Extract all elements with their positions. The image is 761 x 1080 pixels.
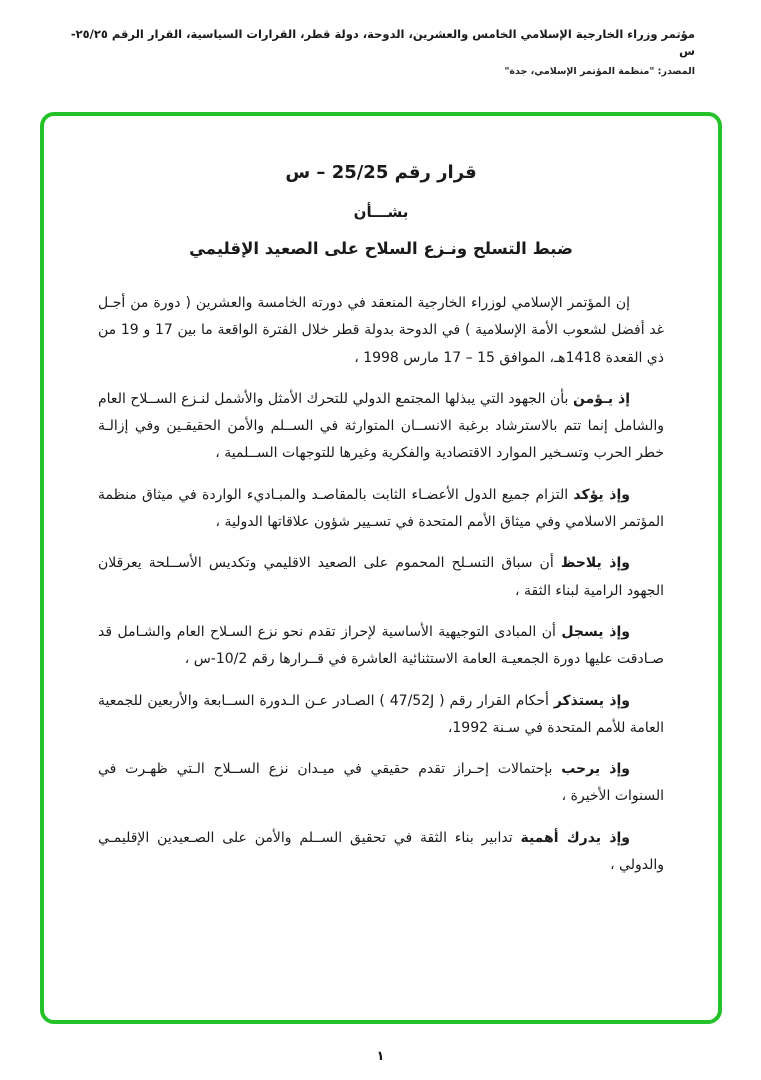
paragraph-clause-4 [98,619,664,674]
page-number: ١ [376,1049,385,1064]
resolution-number-title: قرار رقم 25/25 – س [285,162,477,183]
resolution-body [98,290,664,879]
paragraph-clause-3 [98,550,664,605]
paragraph-lead: وإذ يستذكر [553,692,630,709]
paragraph-lead: إذ يـؤمن [572,390,630,407]
paragraph-text: بأن الجهود التي يبذلها المجتمع الدولي للتحرك الأمثل والأشمل لنـزع الســلاح العام والشامل إنما تتم بالاسترشاد برغبة الانســان المتوارثة في الســلم والأمن الحقيقـين وفي إزالـة خطر الحرب وتسـخير الموارد الاقتصادية والفكرية وغيرها للتوجهات الســلمية ، [98,390,664,462]
paragraph-clause-1 [98,386,664,468]
paragraph-lead: وإذ يسجل [561,623,630,640]
paragraph-preamble [98,290,664,372]
header-source-line: مؤتمر وزراء الخارجية الإسلامي الخامس والعشرين، الدوحة، دولة قطر، القرارات السياسية، القرار الرقم ٢٥/٢٥-س [70,27,695,59]
paragraph-lead: وإذ يلاحظ [560,555,630,572]
paragraph-text: أن المبادى التوجيهية الأساسية لإحراز تقدم نحو نزع السـلاح العام والشـامل قد صـادقت عليها دورة الجمعيـة العامة الاستثنائية العاشرة في قــرارها رقم 10/2-س ، [98,623,664,668]
title-block [98,162,664,258]
paragraph-text: التزام جميع الدول الأعضـاء الثابت بالمقاصـد والمبـاديء الواردة في ميثاق منظمة المؤتمر الاسلامي وفي ميثاق الأمم المتحدة في تسـيير شؤون علاقاتها الدولية ، [98,486,664,531]
paragraph-lead: وإذ يؤكد [573,486,630,503]
paragraph-lead: وإذ يدرك أهمية [520,829,631,846]
resolution-subject-title: ضبط التسلح ونـزع السلاح على الصعيد الإقليمي [189,239,573,258]
page-header [0,0,761,77]
paragraph-lead: وإذ يرحب [561,761,630,778]
paragraph-clause-7 [98,825,664,880]
regarding-label: بشـــأن [353,203,409,221]
paragraph-text: أحكام القرار رقم ( 47/52J ) الصـادر عـن الـدورة الســابعة والأربعين للجمعية العامة للأمم المتحدة في سـنة 1992، [98,692,664,736]
paragraph-text: بإحتمالات إحـراز تقدم حقيقي في ميـدان نزع الســلاح الـتي ظهـرت في السنوات الأخيرة ، [98,761,664,805]
document-border [40,112,722,1024]
paragraph-text: أن سباق التسـلح المحموم على الصعيد الاقليمي وتكديس الأســلحة يعرقلان الجهود الرامية لبناء الثقة ، [98,555,664,599]
header-publisher-line: المصدر: "منظمة المؤتمر الإسلامي، جدة" [504,65,695,77]
paragraph-clause-5 [98,688,664,743]
paragraph-clause-6 [98,756,664,811]
paragraph-text: إن المؤتمر الإسلامي لوزراء الخارجية المنعقد في دورته الخامسة والعشرين ( دورة من أجـل غد أفضل لشعوب الأمة الإسلامية ) في الدوحة بدولة قطر خلال الفترة الواقعة ما بين 17 و 19 من ذي القعدة 1418هـ، الموافق 15 – 17 مارس 1998 ، [98,295,665,366]
paragraph-clause-2 [98,482,664,537]
paragraph-text: تدابير بناء الثقة في تحقيق الســلم والأمن على الصـعيدين الإقليمـي والدولي ، [98,829,664,874]
